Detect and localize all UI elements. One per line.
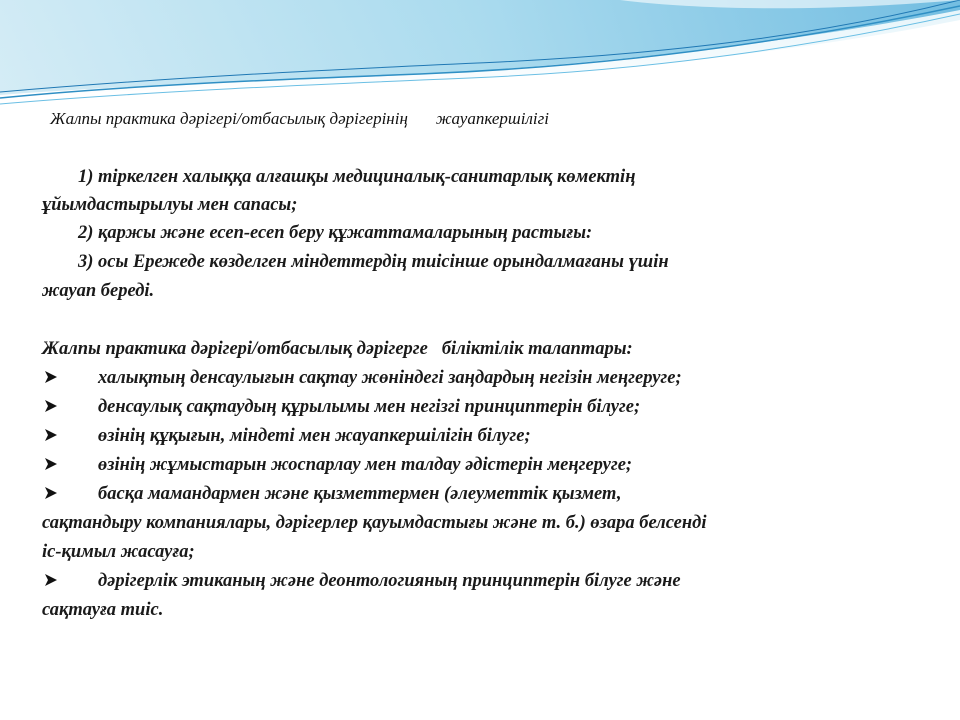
requirements-title xyxy=(42,338,633,360)
requirement-item: өзінің құқығын, міндеті мен жауапкершілігін білуге; xyxy=(98,426,531,446)
requirement-item: басқа мамандармен және қызметтермен (әлеуметтік қызмет, xyxy=(98,484,622,504)
responsibility-item: 2) қаржы және есеп-есеп беру құжаттамаларының растығы: xyxy=(78,223,593,243)
requirement-item: дәрігерлік этиканың және деонтологияның принциптерін білуге және xyxy=(98,571,681,591)
responsibility-title xyxy=(50,108,549,130)
responsibility-title-part2: жауапкершілігі xyxy=(435,109,549,128)
requirement-item: халықтың денсаулығын сақтау жөніндегі заңдардың негізін меңгеруге; xyxy=(98,368,682,388)
arrow-bullet-icon xyxy=(44,370,58,384)
responsibility-item: 1) тіркелген халыққа алғашқы медициналық-санитарлық көмектің xyxy=(78,167,636,187)
arrow-bullet-icon xyxy=(44,399,58,413)
requirement-item-cont: іс-қимыл жасауға; xyxy=(42,542,195,562)
arrow-bullet-icon xyxy=(44,486,58,500)
responsibility-item-cont: ұйымдастырылуы мен сапасы; xyxy=(42,195,298,215)
requirement-item: өзінің жұмыстарын жоспарлау мен талдау әдістерін меңгеруге; xyxy=(98,455,633,475)
requirement-item-cont: сақтауға тиіс. xyxy=(42,600,164,620)
requirement-item-cont: сақтандыру компаниялары, дәрігерлер қауымдастығы және т. б.) өзара белсенді xyxy=(42,513,707,533)
responsibility-item-cont: жауап береді. xyxy=(42,281,155,301)
arrow-bullet-icon xyxy=(44,573,58,587)
responsibility-title-part1: Жалпы практика дәрігері/отбасылық дәрігерінің xyxy=(50,109,408,128)
requirements-title-part1: Жалпы практика дәрігері/отбасылық дәрігерге xyxy=(42,339,428,359)
arrow-bullet-icon xyxy=(44,428,58,442)
arrow-bullet-icon xyxy=(44,457,58,471)
requirement-item: денсаулық сақтаудың құрылымы мен негізгі принциптерін білуге; xyxy=(98,397,641,417)
responsibility-item: 3) осы Ережеде көзделген міндеттердің тиісінше орындалмағаны үшін xyxy=(78,252,669,272)
requirements-title-part2: біліктілік талаптары: xyxy=(441,339,633,359)
